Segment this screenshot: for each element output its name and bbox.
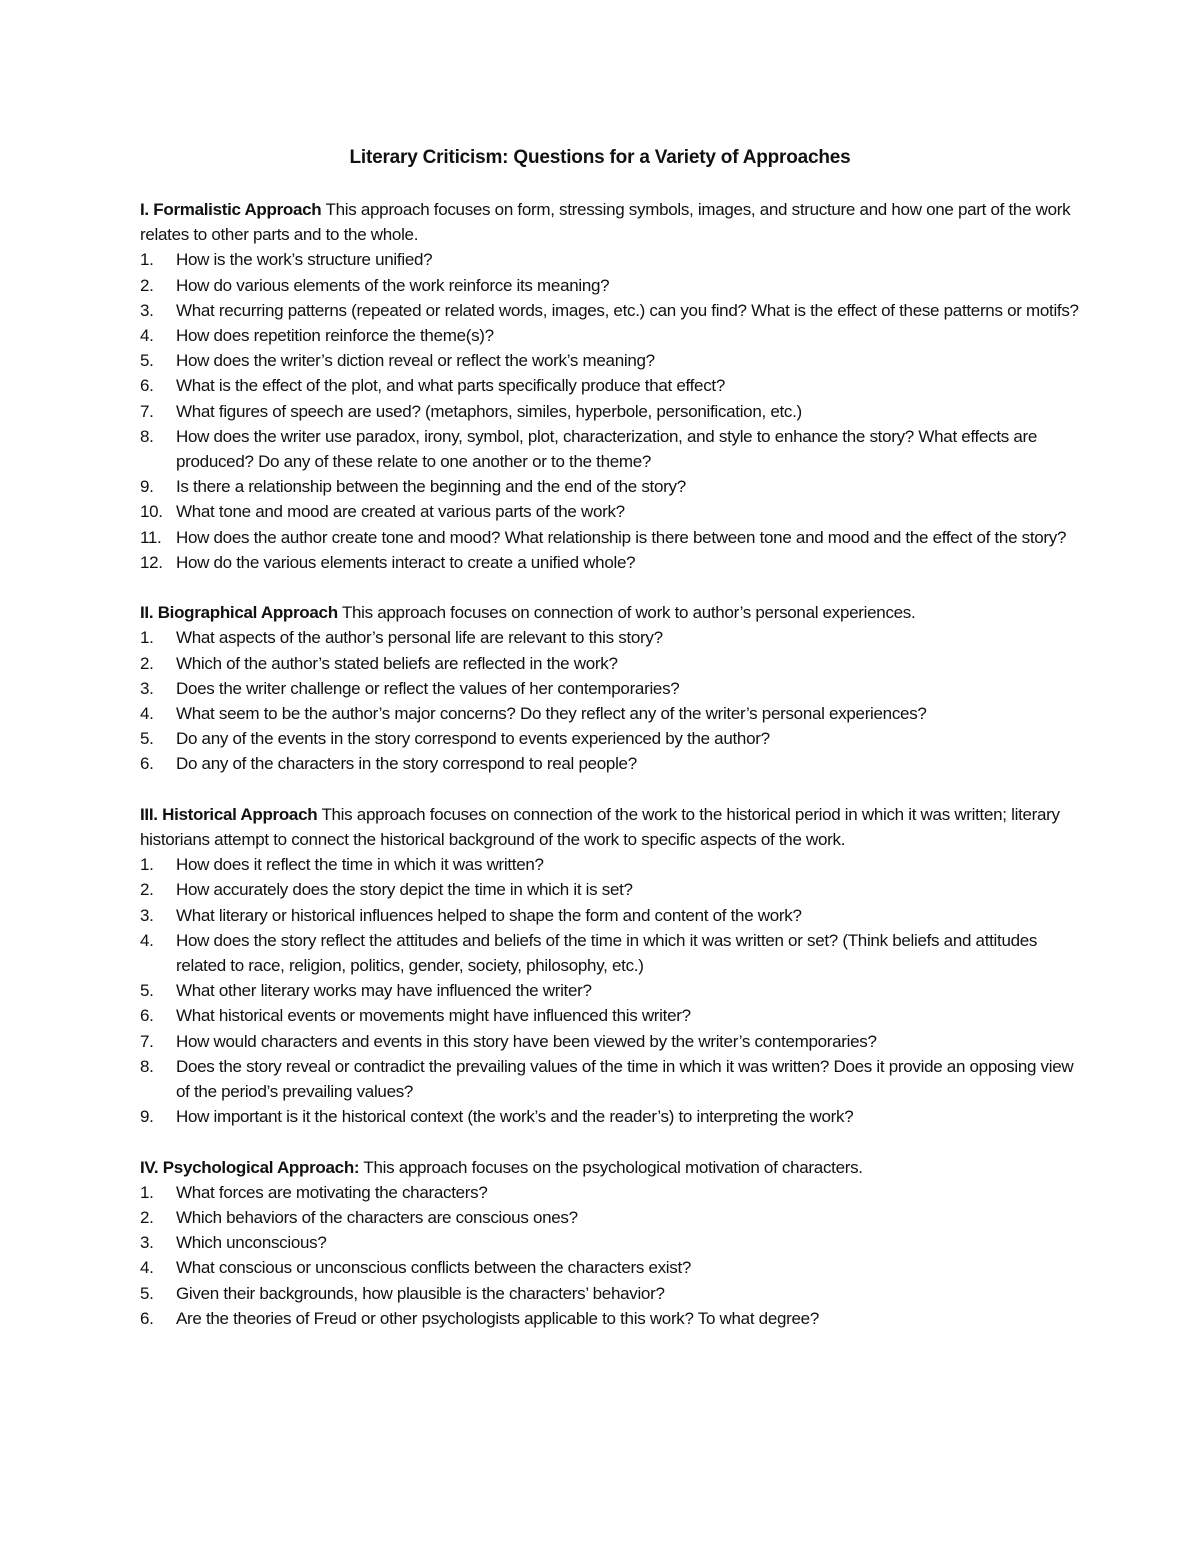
question-item [140, 1003, 1080, 1028]
question-item [140, 298, 1080, 323]
question-number: 5. [140, 1283, 154, 1303]
question-text: How does the writer’s diction reveal or reflect the work’s meaning? [176, 351, 655, 371]
question-text: Does the writer challenge or reflect the values of her contemporaries? [176, 678, 680, 698]
section-heading: III. Historical Approach [140, 804, 318, 824]
question-number: 4. [140, 326, 154, 346]
section-psychological [140, 1155, 1080, 1331]
question-text: How important is it the historical context (the work’s and the reader’s) to interpreting the work? [176, 1107, 854, 1127]
question-number: 6. [140, 1308, 154, 1328]
question-number: 6. [140, 376, 154, 396]
question-number: 6. [140, 1006, 154, 1026]
question-item [140, 424, 1080, 474]
question-item [140, 877, 1080, 902]
question-number: 9. [140, 477, 154, 497]
section-heading: I. Formalistic Approach [140, 200, 322, 219]
question-item [140, 373, 1080, 398]
question-text: Do any of the events in the story correspond to events experienced by the author? [176, 729, 770, 749]
question-number: 2. [140, 1208, 154, 1228]
question-text: How do various elements of the work reinforce its meaning? [176, 275, 610, 295]
question-number: 3. [140, 1233, 154, 1253]
question-text: Are the theories of Freud or other psychologists applicable to this work? To what degree? [176, 1308, 819, 1328]
question-number: 5. [140, 729, 154, 749]
question-list [140, 625, 1080, 776]
question-list [140, 852, 1080, 1129]
question-number: 8. [140, 426, 154, 446]
question-text: What forces are motivating the characters? [176, 1182, 488, 1202]
question-item [140, 651, 1080, 676]
question-number: 8. [140, 1056, 154, 1076]
question-item [140, 499, 1080, 524]
question-number: 2. [140, 880, 154, 900]
question-text: What seem to be the author’s major concerns? Do they reflect any of the writer’s personal experiences? [176, 704, 927, 724]
question-text: Is there a relationship between the beginning and the end of the story? [176, 477, 686, 497]
question-text: What tone and mood are created at various parts of the work? [176, 502, 625, 522]
section-description: This approach focuses on the psychological motivation of characters. [359, 1157, 863, 1177]
question-text: What conscious or unconscious conflicts between the characters exist? [176, 1258, 692, 1278]
question-text: What figures of speech are used? (metaphors, similes, hyperbole, personification, etc.) [176, 401, 802, 421]
question-item [140, 903, 1080, 928]
question-item [140, 550, 1080, 575]
question-number: 1. [140, 250, 154, 270]
question-item [140, 928, 1080, 978]
question-number: 5. [140, 981, 154, 1001]
section-description: This approach focuses on connection of the work to the historical period in which it was written; literary historians attempt to connect the historical background of the work to specific aspects of the work. [140, 804, 1060, 850]
question-item [140, 1281, 1080, 1306]
section-formalistic [140, 197, 1080, 575]
question-text: How does the story reflect the attitudes and beliefs of the time in which it was written or set? (Think beliefs and attitudes related to race, religion, politics, gender, society, philosophy, etc.) [176, 930, 1038, 976]
question-item [140, 852, 1080, 877]
question-number: 7. [140, 401, 154, 421]
question-number: 6. [140, 754, 154, 774]
question-text: What historical events or movements might have influenced this writer? [176, 1006, 691, 1026]
question-text: Which unconscious? [176, 1233, 327, 1253]
question-number: 9. [140, 1107, 154, 1127]
question-text: How do the various elements interact to create a unified whole? [176, 552, 636, 572]
question-number: 2. [140, 653, 154, 673]
question-item [140, 978, 1080, 1003]
question-number: 4. [140, 930, 154, 950]
question-number: 2. [140, 275, 154, 295]
question-list [140, 1180, 1080, 1331]
question-number: 4. [140, 704, 154, 724]
question-number: 1. [140, 1182, 154, 1202]
question-item [140, 1306, 1080, 1331]
question-text: Do any of the characters in the story correspond to real people? [176, 754, 637, 774]
question-number: 7. [140, 1031, 154, 1051]
question-text: How does it reflect the time in which it was written? [176, 855, 544, 875]
section-description: This approach focuses on connection of work to author’s personal experiences. [337, 603, 916, 623]
section-intro [140, 600, 1080, 625]
question-item [140, 323, 1080, 348]
question-text: What aspects of the author’s personal life are relevant to this story? [176, 628, 663, 648]
question-item [140, 348, 1080, 373]
question-number: 11. [140, 527, 162, 547]
question-item [140, 625, 1080, 650]
question-text: What other literary works may have influenced the writer? [176, 981, 592, 1001]
question-text: How would characters and events in this story have been viewed by the writer’s contemporaries? [176, 1031, 877, 1051]
question-item [140, 751, 1080, 776]
question-text: What literary or historical influences helped to shape the form and content of the work? [176, 905, 802, 925]
question-item [140, 1029, 1080, 1054]
question-number: 1. [140, 628, 154, 648]
question-item [140, 1054, 1080, 1104]
question-item [140, 474, 1080, 499]
section-description: This approach focuses on form, stressing symbols, images, and structure and how one part of the work relates to other parts and to the whole. [140, 200, 1071, 245]
section-heading: IV. Psychological Approach: [140, 1157, 360, 1177]
question-number: 3. [140, 300, 154, 320]
section-intro [140, 197, 1080, 247]
question-item [140, 399, 1080, 424]
question-item [140, 1104, 1080, 1129]
question-number: 10. [140, 502, 163, 522]
question-number: 3. [140, 905, 154, 925]
question-text: How does the writer use paradox, irony, symbol, plot, characterization, and style to enhance the story? What effects are produced? Do any of these relate to one another or to the theme? [176, 426, 1038, 472]
question-number: 1. [140, 855, 154, 875]
question-text: Which of the author’s stated beliefs are reflected in the work? [176, 653, 618, 673]
question-text: What is the effect of the plot, and what parts specifically produce that effect? [176, 376, 725, 396]
section-intro [140, 802, 1080, 852]
question-item [140, 1255, 1080, 1280]
question-text: Given their backgrounds, how plausible is the characters’ behavior? [176, 1283, 665, 1303]
question-item [140, 726, 1080, 751]
question-number: 4. [140, 1258, 154, 1278]
question-text: How does repetition reinforce the theme(s)? [176, 326, 494, 346]
question-text: What recurring patterns (repeated or related words, images, etc.) can you find? What is the effect of these patterns or motifs? [176, 300, 1079, 320]
question-number: 5. [140, 351, 154, 371]
question-item [140, 1230, 1080, 1255]
question-text: Which behaviors of the characters are conscious ones? [176, 1208, 578, 1228]
question-item [140, 1205, 1080, 1230]
document-body [140, 197, 1080, 1356]
question-item [140, 273, 1080, 298]
question-item [140, 247, 1080, 272]
question-text: How is the work’s structure unified? [176, 250, 433, 270]
section-intro [140, 1155, 1080, 1180]
question-item [140, 1180, 1080, 1205]
question-item [140, 525, 1080, 550]
question-text: Does the story reveal or contradict the prevailing values of the time in which it was written? Does it provide an opposing view of the period’s prevailing values? [176, 1056, 1074, 1102]
question-item [140, 701, 1080, 726]
question-text: How does the author create tone and mood? What relationship is there between tone and mood and the effect of the story? [176, 527, 1067, 547]
question-list [140, 247, 1080, 575]
question-item [140, 676, 1080, 701]
question-text: How accurately does the story depict the time in which it is set? [176, 880, 633, 900]
section-biographical [140, 600, 1080, 776]
question-number: 3. [140, 678, 154, 698]
section-historical [140, 802, 1080, 1130]
document-title: Literary Criticism: Questions for a Variety of Approaches [349, 147, 851, 168]
section-heading: II. Biographical Approach [140, 603, 338, 623]
question-number: 12. [140, 552, 163, 572]
